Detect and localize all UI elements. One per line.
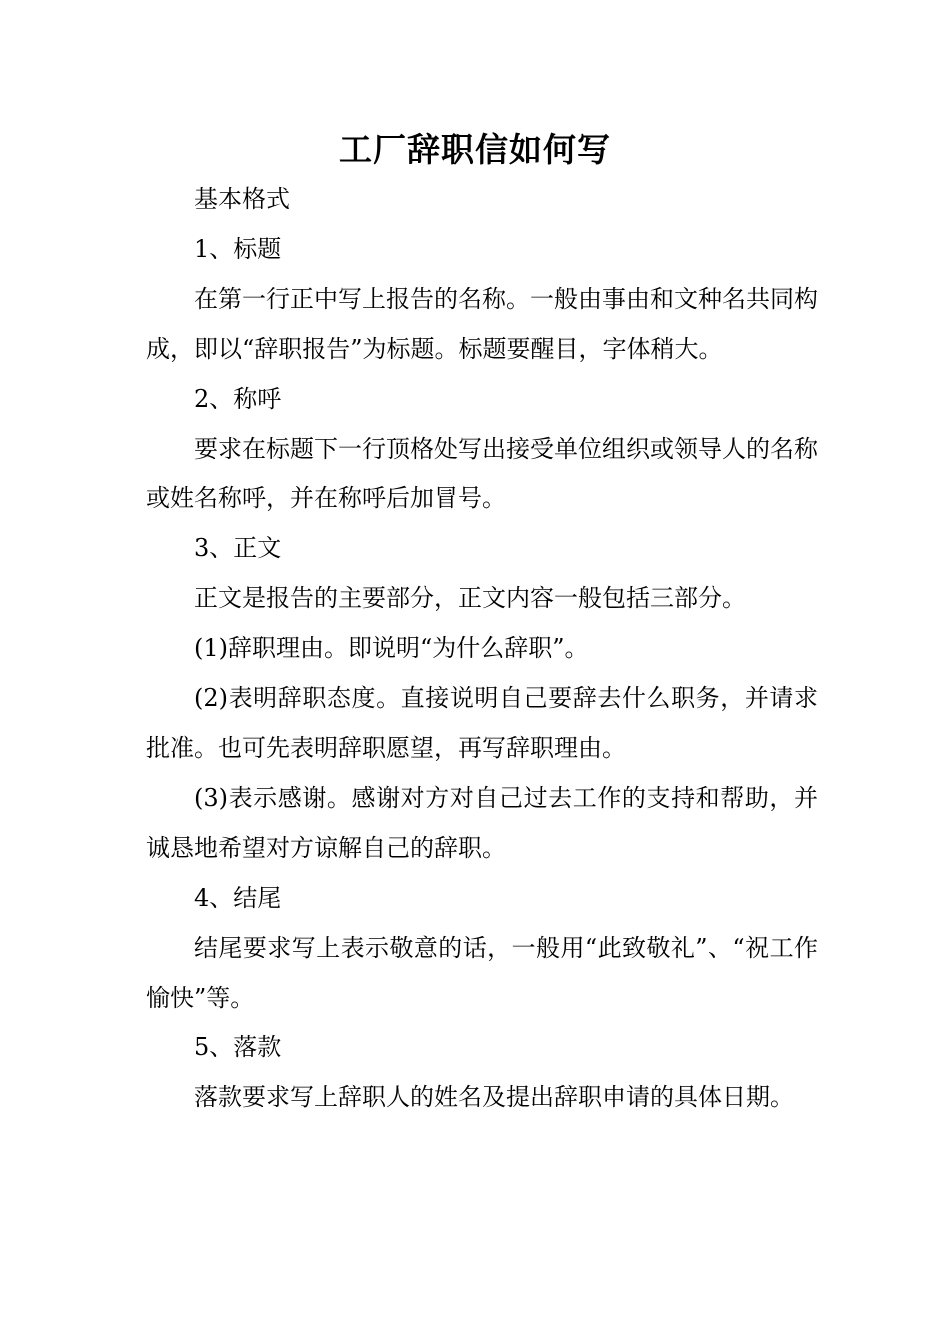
paragraph-body-description: 正文是报告的主要部分，正文内容一般包括三部分。 <box>194 584 746 613</box>
list-item-resignation-reason: (1)辞职理由。即说明“为什么辞职”。 <box>194 634 589 663</box>
section-heading-signature: 5、落款 <box>194 1033 282 1062</box>
paragraph-salutation-description: 要求在标题下一行顶格处写出接受单位组织或领导人的名称或姓名称呼，并在称呼后加冒号。 <box>146 434 818 513</box>
section-heading-body: 3、正文 <box>194 534 282 563</box>
paragraph-signature-description: 落款要求写上辞职人的姓名及提出辞职申请的具体日期。 <box>194 1083 794 1112</box>
section-heading-salutation: 2、称呼 <box>194 384 282 413</box>
section-heading-basic-format: 基本格式 <box>194 185 290 213</box>
paragraph-closing-description: 结尾要求写上表示敬意的话，一般用“此致敬礼”、“祝工作愉快”等。 <box>146 933 818 1012</box>
document-body <box>146 175 818 1123</box>
page-title: 工厂辞职信如何写 <box>339 130 611 169</box>
paragraph-title-description: 在第一行正中写上报告的名称。一般由事由和文种名共同构成，即以“辞职报告”为标题。标题要醒目，字体稍大。 <box>146 284 818 363</box>
list-item-resignation-attitude: (2)表明辞职态度。直接说明自己要辞去什么职务，并请求批准。也可先表明辞职愿望，再写辞职理由。 <box>146 684 818 762</box>
section-heading-title: 1、标题 <box>194 234 282 263</box>
list-item-gratitude: (3)表示感谢。感谢对方对自己过去工作的支持和帮助，并诚恳地希望对方谅解自己的辞职。 <box>146 783 818 862</box>
section-heading-closing: 4、结尾 <box>194 883 282 912</box>
